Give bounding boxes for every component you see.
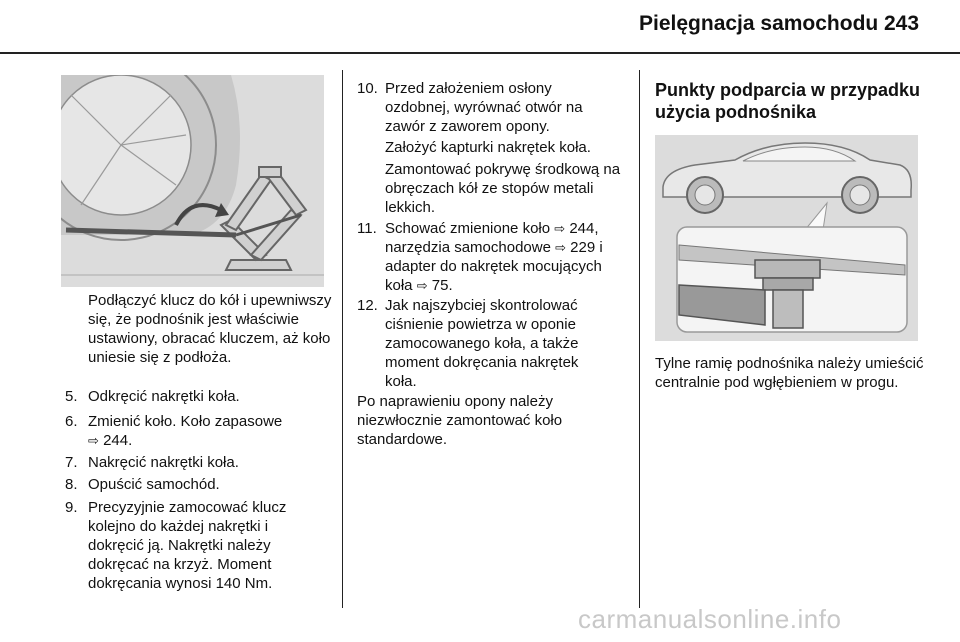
jack-illustration [61,75,324,287]
closing-paragraph: Po naprawieniu opony należy niezwłocznie zamontować koło standardowe. [357,393,563,448]
list-item-number: 7. [65,454,78,471]
intro-paragraph: Podłączyć klucz do kół i upewniwszy się, że podnośnik jest właściwie ustawiony, obracać kluczem, aż koło uniesie się z podłoża. [88,292,332,366]
page-number: 243 [884,12,920,35]
list-item-text: Przed założeniem osłony ozdobnej, wyrównać otwór na zawór z zaworem opony. [385,80,583,135]
arrow-right-icon: ⇨ [88,433,99,448]
page-header-title: Pielęgnacja samochodu [639,12,879,35]
list-item-text: Schować zmienione koło ⇨ 244, narzędzia samochodowe ⇨ 229 i adapter do nakrętek mocujących koła ⇨ 75. [385,220,603,294]
section-heading: Punkty podparcia w przypadku użycia podnośnika [655,80,921,122]
list-item-number: 11. [357,220,377,237]
header-rule [0,52,960,54]
list-item-text: Zmienić koło. Koło zapasowe [88,413,283,430]
list-item-number: 6. [65,413,78,430]
column-divider [342,70,343,608]
list-item-text: Jak najszybciej skontrolować ciśnienie powietrza w oponie zamocowanego koła, a także moment dokręcania nakrętek koła. [385,297,579,390]
paragraph: Założyć kapturki nakrętek koła. [385,139,591,156]
list-item-text: Odkręcić nakrętki koła. [88,388,240,405]
list-item [65,412,335,452]
arrow-right-icon: ⇨ [555,240,567,255]
arrow-right-icon: ⇨ [554,221,566,236]
list-item-number: 12. [357,297,378,314]
list-item-number: 8. [65,476,78,493]
page-reference: ⇨ 244. [88,432,133,449]
list-item-text: Opuścić samochód. [88,476,220,493]
list-item-number: 5. [65,388,78,405]
list-item-text: Precyzyjnie zamocować klucz kolejno do każdej nakrętki i dokręcić ją. Nakrętki należy dokręcać na krzyż. Moment dokręcania wynosi 140 Nm. [88,499,287,592]
list-item-number: 9. [65,499,78,516]
arrow-right-icon: ⇨ [416,278,428,293]
list-item-text: Nakręcić nakrętki koła. [88,454,239,471]
column-divider [639,70,640,608]
paragraph: Zamontować pokrywę środkową na obręczach kół ze stopów metali lekkich. [385,161,621,216]
jacking-point-illustration [655,135,918,341]
list-item-number: 10. [357,80,378,97]
figure-caption: Tylne ramię podnośnika należy umieścić centralnie pod wgłębieniem w progu. [655,355,924,391]
watermark: carmanualsonline.info [578,604,842,634]
